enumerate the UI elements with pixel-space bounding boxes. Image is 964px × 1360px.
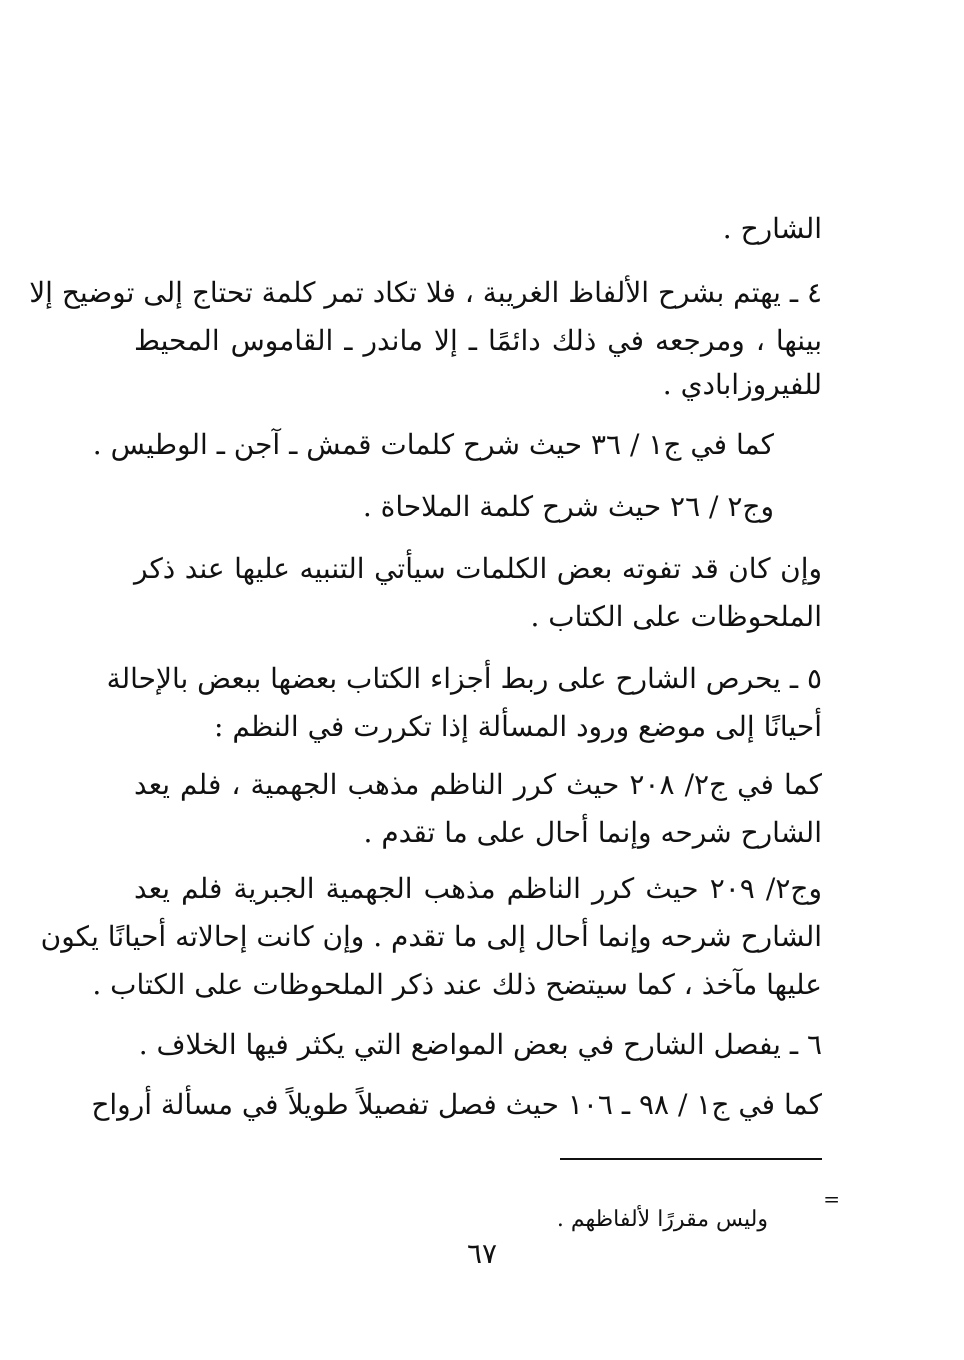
text-line: عليها مآخذ ، كما سيتضح ذلك عند ذكر الملحوظات على الكتاب . xyxy=(92,968,822,1001)
text-line: وج٢ / ٢٦ حيث شرح كلمة الملاحاة . xyxy=(362,490,774,523)
text-line: للفيروزابادي . xyxy=(662,368,822,401)
footnote-text: وليس مقررًا لألفاظهم . xyxy=(556,1207,768,1232)
text-line: ٦ ـ يفصل الشارح في بعض المواضع التي يكثر فيها الخلاف . xyxy=(138,1028,822,1061)
text-line: وج٢/ ٢٠٩ حيث كرر الناظم مذهب الجهمية الجبرية فلم يعد xyxy=(134,872,822,905)
text-line: كما في ج١ / ٣٦ حيث شرح كلمات قمش ـ آجن ـ الوطيس . xyxy=(92,428,774,461)
footnote-marker: = xyxy=(823,1187,840,1211)
text-line: الشارح . xyxy=(722,212,822,245)
text-line: ٥ ـ يحرص الشارح على ربط أجزاء الكتاب بعضها ببعض بالإحالة xyxy=(106,662,822,695)
text-line: الشارح شرحه وإنما أحال إلى ما تقدم . وإن كانت إحالاته أحيانًا يكون xyxy=(40,920,822,953)
text-line: الملحوظات على الكتاب . xyxy=(530,600,822,633)
text-line: الشارح شرحه وإنما أحال على ما تقدم . xyxy=(363,816,822,849)
text-line: ٤ ـ يهتم بشرح الألفاظ الغريبة ، فلا تكاد تمر كلمة تحتاج إلى توضيح إلا xyxy=(29,276,822,309)
text-line: بينها ، ومرجعه في ذلك دائمًا ـ إلا ماندر ـ القاموس المحيط xyxy=(134,324,822,357)
text-line: وإن كان قد تفوته بعض الكلمات سيأتي التنبيه عليها عند ذكر xyxy=(134,552,822,585)
text-line: كما في ج١ / ٩٨ ـ ١٠٦ حيث فصل تفصيلاً طويلاً في مسألة أرواح xyxy=(91,1088,822,1121)
page-number: ٦٧ xyxy=(466,1237,498,1270)
text-line: كما في ج٢/ ٢٠٨ حيث كرر الناظم مذهب الجهمية ، فلم يعد xyxy=(134,768,822,801)
footnote-divider xyxy=(560,1158,822,1160)
text-line: أحيانًا إلى موضع ورود المسألة إذا تكررت في النظم : xyxy=(213,710,822,743)
